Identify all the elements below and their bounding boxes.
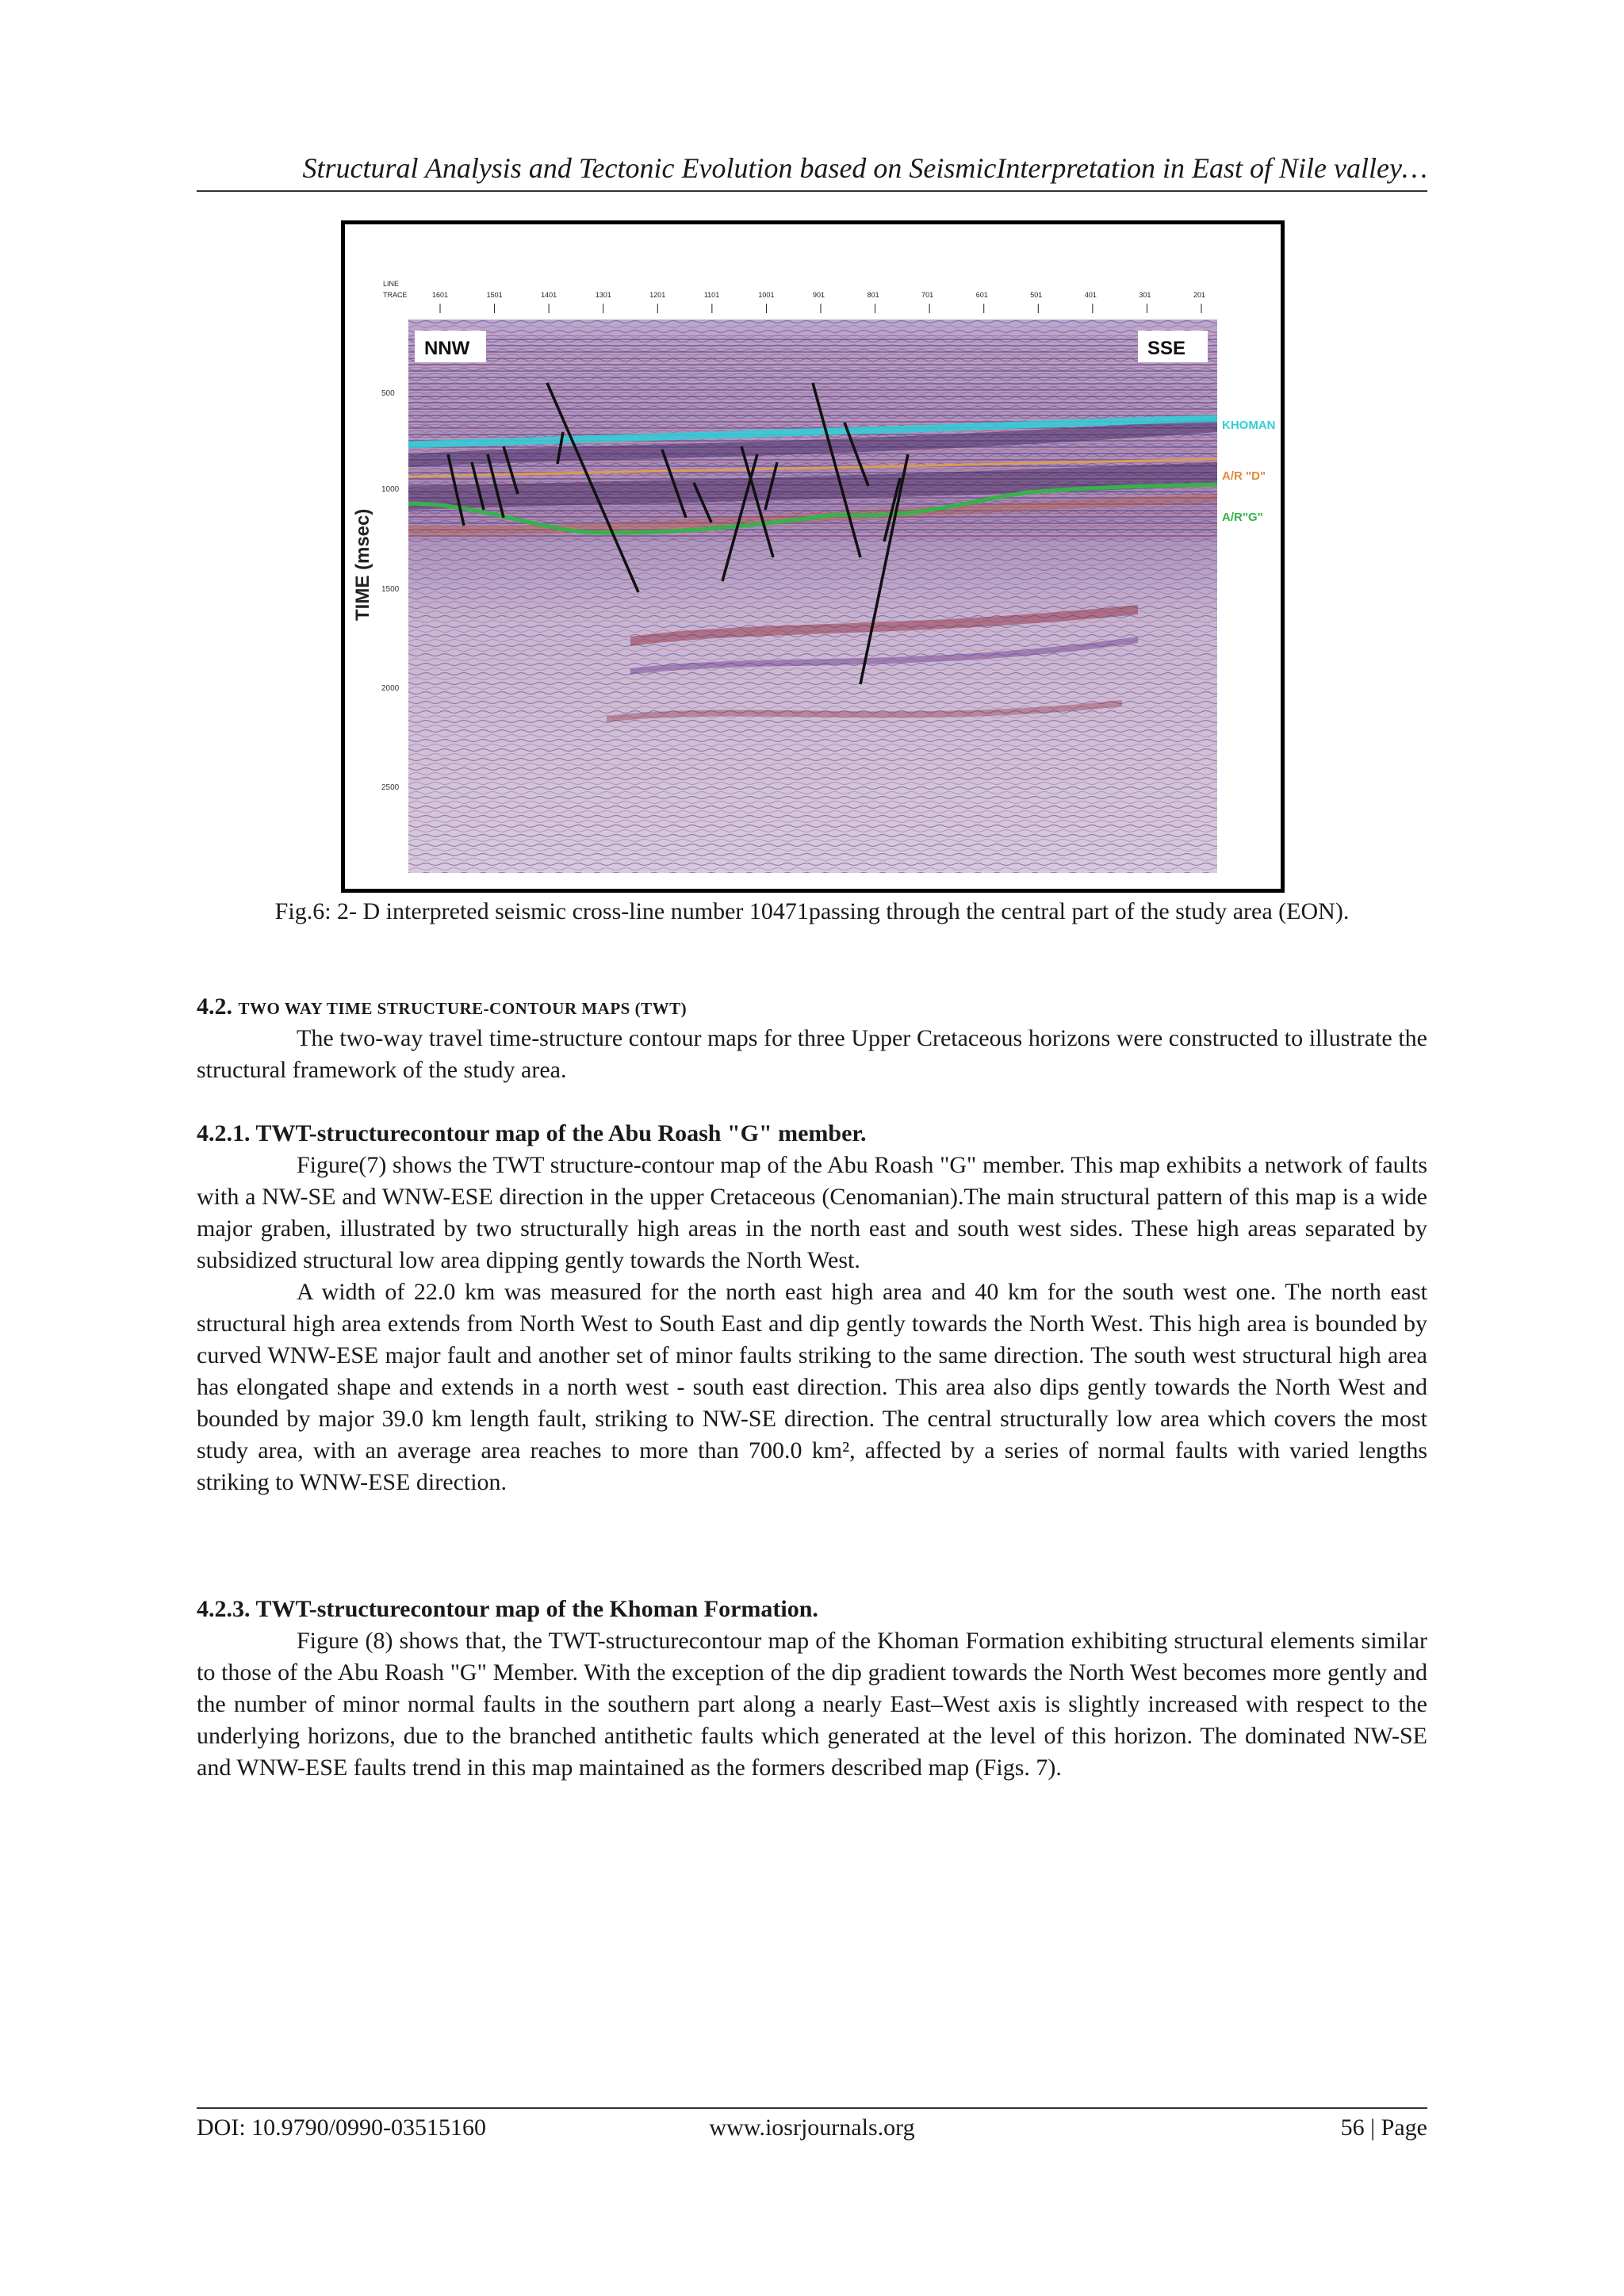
section-left-label: NNW — [424, 338, 470, 359]
trace-number: 1201 — [649, 291, 666, 299]
horizon-label-khoman: KHOMAN — [1222, 419, 1276, 432]
footer-page-number: 56 | Page — [1340, 2114, 1427, 2141]
axis-tick: 2500 — [381, 783, 400, 792]
section-heading-4-2-1: 4.2.1. TWT-structurecontour map of the Abu Roash "G" member. — [197, 1120, 867, 1146]
trace-number: 401 — [1084, 291, 1097, 299]
trace-number: 501 — [1030, 291, 1043, 299]
trace-number: 801 — [867, 291, 879, 299]
trace-number: 1001 — [758, 291, 775, 299]
trace-number: 1301 — [595, 291, 611, 299]
trace-number: 901 — [813, 291, 825, 299]
seismic-section-svg — [345, 224, 1281, 889]
paragraph: Figure(7) shows the TWT structure-contour map of the Abu Roash "G" member. This map exhibits a network of faults with a NW-SE and WNW-ESE direction in the upper Cretaceous (Cenomanian).The main structural pattern of this map is a wide major graben, illustrated by two structurally high areas in the north east and south west sides. These high areas separated by subsidized structural low area dipping gently towards the North West. — [197, 1152, 1427, 1273]
trace-number: 1401 — [541, 291, 557, 299]
section-heading-4-2 — [197, 991, 1427, 1024]
footer-website: www.iosrjournals.org — [709, 2114, 915, 2141]
trace-number: 301 — [1139, 291, 1151, 299]
section-4-2-1-body — [197, 1150, 1427, 1498]
trace-label: TRACE — [383, 291, 408, 299]
trace-number: 1601 — [432, 291, 449, 299]
running-header: Structural Analysis and Tectonic Evolution based on SeismicInterpretation in East of Nile valley… — [302, 152, 1427, 184]
trace-number: 1501 — [486, 291, 503, 299]
axis-tick: 500 — [381, 389, 395, 398]
trace-number: 601 — [975, 291, 988, 299]
line-label: LINE — [383, 280, 400, 288]
section-heading-4-2-3: 4.2.3. TWT-structurecontour map of the Khoman Formation. — [197, 1596, 818, 1622]
paragraph: A width of 22.0 km was measured for the north east high area and 40 km for the south west one. The north east structural high area extends from North West to South East and dip gently towards the North West. This high area is bounded by curved WNW-ESE major fault and another set of minor faults striking to the same direction. The south west structural high area has elongated shape and extends in a north west - south east direction. This area also dips gently towards the North West and bounded by major 39.0 km length fault, striking to NW-SE direction. The central structurally low area which covers the most study area, with an average area reaches to more than 700.0 km², affected by a series of normal faults with varied lengths striking to WNW-ESE direction. — [197, 1279, 1427, 1495]
footer-rule — [197, 2107, 1427, 2109]
trace-number: 201 — [1193, 291, 1206, 299]
axis-title: TIME (msec) — [352, 508, 373, 621]
axis-tick: 1500 — [381, 585, 400, 594]
section-right-label: SSE — [1147, 338, 1186, 359]
paragraph: The two-way travel time-structure contour maps for three Upper Cretaceous horizons were constructed to illustrate the structural framework of the study area. — [197, 1025, 1427, 1083]
figure-caption: Fig.6: 2- D interpreted seismic cross-line number 10471passing through the central part of the study area (EON). — [274, 898, 1350, 924]
trace-number: 1101 — [703, 291, 720, 299]
section-number: 4.2. — [197, 993, 232, 1020]
axis-tick: 2000 — [381, 684, 400, 693]
header-rule — [197, 190, 1427, 192]
seismic-figure — [341, 220, 1285, 893]
seismic-data — [408, 320, 1217, 873]
axis-tick: 1000 — [381, 485, 400, 494]
horizon-label-ar-g: A/R"G" — [1222, 511, 1263, 524]
paragraph: Figure (8) shows that, the TWT-structurecontour map of the Khoman Formation exhibiting structural elements similar to those of the Abu Roash "G" Member. With the exception of the dip gradient towards the North West becomes more gently and the number of minor normal faults in the southern part along a nearly East–West axis is slightly increased with respect to the underlying horizons, due to the branched antithetic faults which generated at the level of this horizon. The dominated NW-SE and WNW-ESE faults trend in this map maintained as the formers described map (Figs. 7). — [197, 1628, 1427, 1781]
section-4-2-3-body — [197, 1625, 1427, 1784]
horizon-label-ar-d: A/R "D" — [1222, 469, 1266, 483]
trace-number: 701 — [921, 291, 934, 299]
footer-doi: DOI: 10.9790/0990-03515160 — [197, 2114, 486, 2141]
section-title: TWO WAY TIME STRUCTURE-CONTOUR MAPS (TWT) — [238, 999, 688, 1018]
section-4-2-body — [197, 1023, 1427, 1086]
